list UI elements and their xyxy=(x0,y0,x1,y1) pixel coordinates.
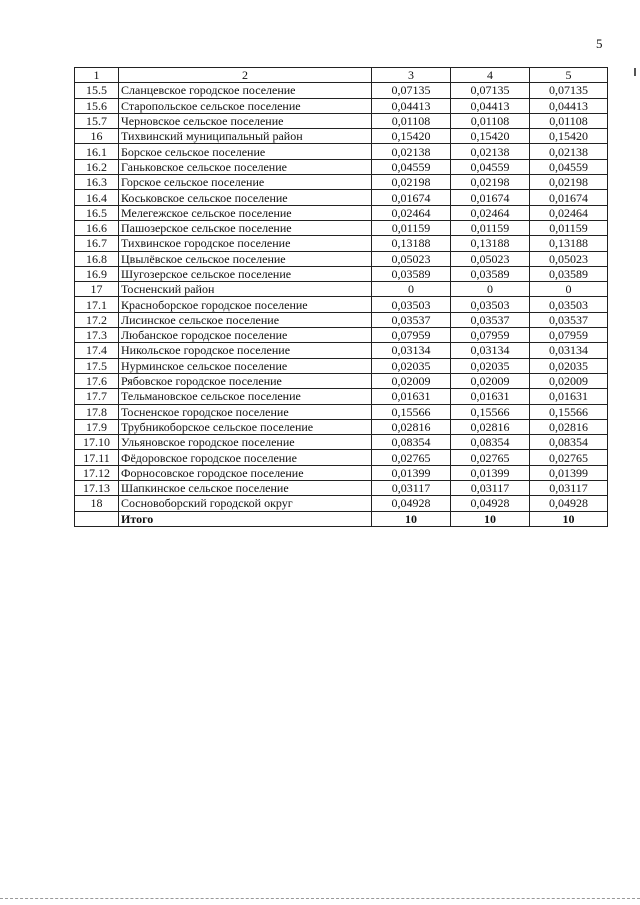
value-col-4: 0,02816 xyxy=(451,419,530,434)
value-col-5: 0,02035 xyxy=(530,358,608,373)
municipality-name: Борское сельское поселение xyxy=(119,144,372,159)
total-value-col-5: 10 xyxy=(530,511,608,526)
value-col-4: 0,01631 xyxy=(451,389,530,404)
value-col-5: 0,13188 xyxy=(530,236,608,251)
value-col-3: 0,01674 xyxy=(372,190,451,205)
value-col-5: 0,02138 xyxy=(530,144,608,159)
total-value-col-3: 10 xyxy=(372,511,451,526)
value-col-4: 0,08354 xyxy=(451,435,530,450)
value-col-4: 0,02765 xyxy=(451,450,530,465)
value-col-3: 0,07135 xyxy=(372,83,451,98)
row-index: 17.2 xyxy=(75,312,119,327)
value-col-5: 0,02009 xyxy=(530,373,608,388)
value-col-4: 0,03537 xyxy=(451,312,530,327)
value-col-5: 0,03589 xyxy=(530,266,608,281)
row-index: 16.7 xyxy=(75,236,119,251)
total-label: Итого xyxy=(119,511,372,526)
row-index: 16.9 xyxy=(75,266,119,281)
value-col-5: 0,15420 xyxy=(530,129,608,144)
scan-edge-mark xyxy=(634,68,636,76)
value-col-3: 0,13188 xyxy=(372,236,451,251)
row-index: 17 xyxy=(75,282,119,297)
value-col-3: 0 xyxy=(372,282,451,297)
table-row xyxy=(75,496,608,511)
table-row xyxy=(75,450,608,465)
value-col-4: 0,07959 xyxy=(451,328,530,343)
value-col-5: 0 xyxy=(530,282,608,297)
value-col-3: 0,01631 xyxy=(372,389,451,404)
value-col-3: 0,15566 xyxy=(372,404,451,419)
value-col-4: 0,02009 xyxy=(451,373,530,388)
table-row xyxy=(75,358,608,373)
table-row xyxy=(75,83,608,98)
row-index: 16.6 xyxy=(75,220,119,235)
row-index: 18 xyxy=(75,496,119,511)
value-col-3: 0,02009 xyxy=(372,373,451,388)
table-row xyxy=(75,266,608,281)
total-value-col-4: 10 xyxy=(451,511,530,526)
municipality-name: Шугозерское сельское поселение xyxy=(119,266,372,281)
municipality-name: Форносовское городское поселение xyxy=(119,465,372,480)
table-row xyxy=(75,465,608,480)
row-index: 17.3 xyxy=(75,328,119,343)
municipality-name: Мелегежское сельское поселение xyxy=(119,205,372,220)
value-col-3: 0,05023 xyxy=(372,251,451,266)
value-col-5: 0,01631 xyxy=(530,389,608,404)
column-number-3: 3 xyxy=(372,68,451,83)
value-col-4: 0,04413 xyxy=(451,98,530,113)
value-col-3: 0,03589 xyxy=(372,266,451,281)
value-col-3: 0,04928 xyxy=(372,496,451,511)
value-col-3: 0,01108 xyxy=(372,113,451,128)
table-row xyxy=(75,144,608,159)
row-index: 17.13 xyxy=(75,481,119,496)
municipality-name: Любанское городское поселение xyxy=(119,328,372,343)
municipality-name: Тосненский район xyxy=(119,282,372,297)
table-body xyxy=(75,68,608,527)
row-index: 17.12 xyxy=(75,465,119,480)
value-col-3: 0,03503 xyxy=(372,297,451,312)
municipality-name: Никольское городское поселение xyxy=(119,343,372,358)
value-col-3: 0,02138 xyxy=(372,144,451,159)
value-col-3: 0,03134 xyxy=(372,343,451,358)
value-col-3: 0,15420 xyxy=(372,129,451,144)
row-index: 17.1 xyxy=(75,297,119,312)
value-col-5: 0,04928 xyxy=(530,496,608,511)
table-row xyxy=(75,312,608,327)
table-row xyxy=(75,236,608,251)
value-col-4: 0,13188 xyxy=(451,236,530,251)
table-row xyxy=(75,98,608,113)
municipality-name: Ганьковское сельское поселение xyxy=(119,159,372,174)
value-col-5: 0,01159 xyxy=(530,220,608,235)
value-col-5: 0,02816 xyxy=(530,419,608,434)
value-col-5: 0,03503 xyxy=(530,297,608,312)
table-row xyxy=(75,251,608,266)
value-col-4: 0,01159 xyxy=(451,220,530,235)
municipality-name: Трубникоборское сельское поселение xyxy=(119,419,372,434)
value-col-4: 0,01108 xyxy=(451,113,530,128)
row-index: 17.10 xyxy=(75,435,119,450)
municipality-name: Сланцевское городское поселение xyxy=(119,83,372,98)
value-col-4: 0,04928 xyxy=(451,496,530,511)
column-number-2: 2 xyxy=(119,68,372,83)
coefficients-table xyxy=(74,67,608,527)
table-row xyxy=(75,404,608,419)
row-index: 15.6 xyxy=(75,98,119,113)
value-col-3: 0,02816 xyxy=(372,419,451,434)
value-col-4: 0,03503 xyxy=(451,297,530,312)
row-index: 17.6 xyxy=(75,373,119,388)
row-index: 17.11 xyxy=(75,450,119,465)
column-number-5: 5 xyxy=(530,68,608,83)
table-row xyxy=(75,175,608,190)
municipality-name: Тихвинское городское поселение xyxy=(119,236,372,251)
value-col-5: 0,02765 xyxy=(530,450,608,465)
value-col-3: 0,02035 xyxy=(372,358,451,373)
value-col-4: 0,07135 xyxy=(451,83,530,98)
value-col-4: 0,02464 xyxy=(451,205,530,220)
municipality-name: Фёдоровское городское поселение xyxy=(119,450,372,465)
value-col-4: 0,01674 xyxy=(451,190,530,205)
municipality-name: Красноборское городское поселение xyxy=(119,297,372,312)
municipality-name: Нурминское сельское поселение xyxy=(119,358,372,373)
total-index-empty xyxy=(75,511,119,526)
municipality-name: Коськовское сельское поселение xyxy=(119,190,372,205)
value-col-3: 0,02464 xyxy=(372,205,451,220)
value-col-4: 0,02035 xyxy=(451,358,530,373)
municipality-name: Черновское сельское поселение xyxy=(119,113,372,128)
value-col-5: 0,03117 xyxy=(530,481,608,496)
municipality-name: Рябовское городское поселение xyxy=(119,373,372,388)
value-col-4: 0,03117 xyxy=(451,481,530,496)
value-col-4: 0,02138 xyxy=(451,144,530,159)
municipality-name: Ульяновское городское поселение xyxy=(119,435,372,450)
value-col-5: 0,07135 xyxy=(530,83,608,98)
value-col-5: 0,03134 xyxy=(530,343,608,358)
municipality-name: Пашозерское сельское поселение xyxy=(119,220,372,235)
municipality-name: Шапкинское сельское поселение xyxy=(119,481,372,496)
value-col-3: 0,01399 xyxy=(372,465,451,480)
municipality-name: Лисинское сельское поселение xyxy=(119,312,372,327)
value-col-3: 0,02765 xyxy=(372,450,451,465)
value-col-4: 0,15420 xyxy=(451,129,530,144)
row-index: 16.8 xyxy=(75,251,119,266)
value-col-5: 0,02198 xyxy=(530,175,608,190)
value-col-5: 0,07959 xyxy=(530,328,608,343)
value-col-5: 0,02464 xyxy=(530,205,608,220)
value-col-3: 0,03117 xyxy=(372,481,451,496)
row-index: 17.9 xyxy=(75,419,119,434)
table-row xyxy=(75,343,608,358)
municipality-name: Сосновоборский городской округ xyxy=(119,496,372,511)
row-index: 16.5 xyxy=(75,205,119,220)
municipality-name: Горское сельское поселение xyxy=(119,175,372,190)
row-index: 17.4 xyxy=(75,343,119,358)
column-number-1: 1 xyxy=(75,68,119,83)
municipality-name: Старопольское сельское поселение xyxy=(119,98,372,113)
value-col-5: 0,04559 xyxy=(530,159,608,174)
value-col-4: 0,01399 xyxy=(451,465,530,480)
value-col-3: 0,03537 xyxy=(372,312,451,327)
row-index: 16.3 xyxy=(75,175,119,190)
table-row xyxy=(75,113,608,128)
row-index: 15.5 xyxy=(75,83,119,98)
municipality-name: Тельмановское сельское поселение xyxy=(119,389,372,404)
row-index: 16.4 xyxy=(75,190,119,205)
value-col-5: 0,01674 xyxy=(530,190,608,205)
value-col-3: 0,01159 xyxy=(372,220,451,235)
table-header-row xyxy=(75,68,608,83)
row-index: 17.5 xyxy=(75,358,119,373)
value-col-5: 0,04413 xyxy=(530,98,608,113)
value-col-3: 0,04559 xyxy=(372,159,451,174)
table-row xyxy=(75,190,608,205)
row-index: 16.1 xyxy=(75,144,119,159)
value-col-5: 0,03537 xyxy=(530,312,608,327)
value-col-3: 0,08354 xyxy=(372,435,451,450)
value-col-5: 0,15566 xyxy=(530,404,608,419)
column-number-4: 4 xyxy=(451,68,530,83)
municipality-name: Цвылёвское сельское поселение xyxy=(119,251,372,266)
table-row xyxy=(75,389,608,404)
table-row xyxy=(75,205,608,220)
value-col-4: 0,03134 xyxy=(451,343,530,358)
value-col-4: 0,04559 xyxy=(451,159,530,174)
table-row xyxy=(75,220,608,235)
row-index: 17.8 xyxy=(75,404,119,419)
value-col-4: 0,03589 xyxy=(451,266,530,281)
value-col-4: 0 xyxy=(451,282,530,297)
value-col-3: 0,04413 xyxy=(372,98,451,113)
scan-bottom-line xyxy=(0,898,640,900)
row-index: 15.7 xyxy=(75,113,119,128)
total-row xyxy=(75,511,608,526)
table-row xyxy=(75,297,608,312)
municipality-name: Тихвинский муниципальный район xyxy=(119,129,372,144)
value-col-4: 0,05023 xyxy=(451,251,530,266)
table-row xyxy=(75,481,608,496)
value-col-5: 0,01108 xyxy=(530,113,608,128)
page-number: 5 xyxy=(596,36,603,51)
table-row xyxy=(75,282,608,297)
value-col-5: 0,08354 xyxy=(530,435,608,450)
table-row xyxy=(75,373,608,388)
row-index: 16 xyxy=(75,129,119,144)
value-col-5: 0,01399 xyxy=(530,465,608,480)
table-row xyxy=(75,435,608,450)
table-row xyxy=(75,159,608,174)
value-col-4: 0,15566 xyxy=(451,404,530,419)
municipality-name: Тосненское городское поселение xyxy=(119,404,372,419)
value-col-3: 0,02198 xyxy=(372,175,451,190)
table-row xyxy=(75,419,608,434)
row-index: 16.2 xyxy=(75,159,119,174)
value-col-4: 0,02198 xyxy=(451,175,530,190)
table-row xyxy=(75,129,608,144)
row-index: 17.7 xyxy=(75,389,119,404)
value-col-5: 0,05023 xyxy=(530,251,608,266)
table-row xyxy=(75,328,608,343)
value-col-3: 0,07959 xyxy=(372,328,451,343)
